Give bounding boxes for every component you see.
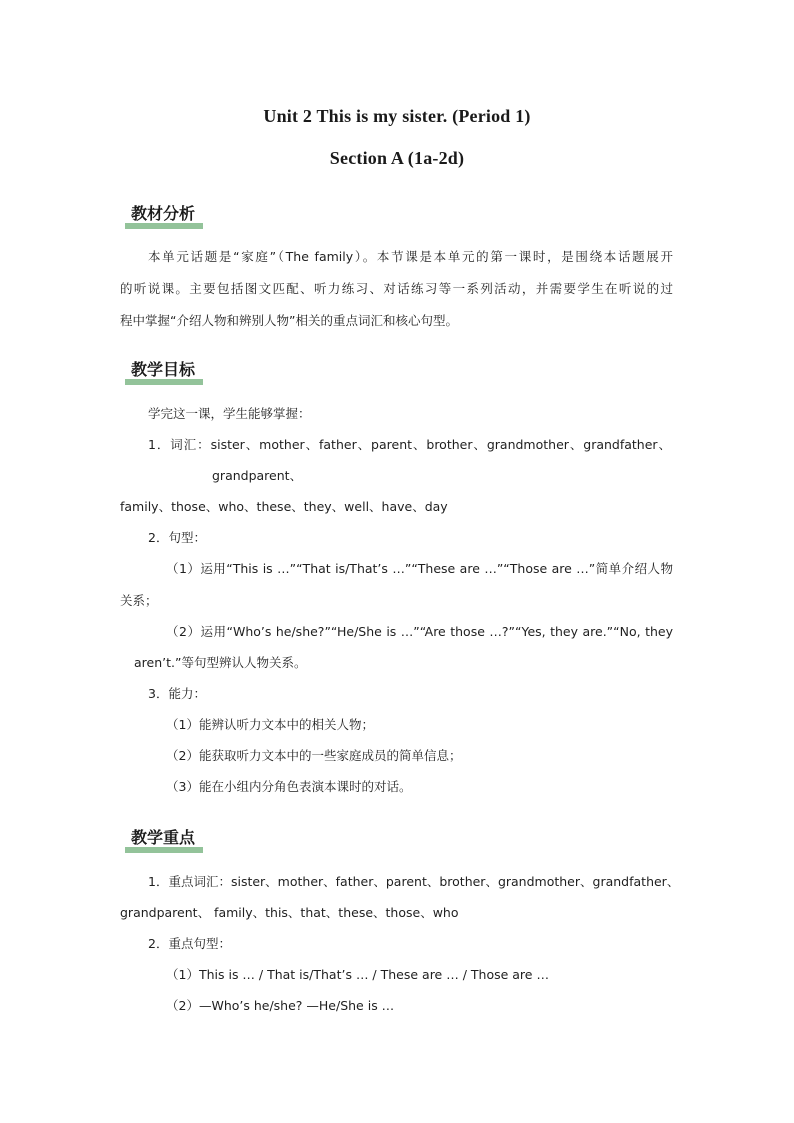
paragraph-line: 本单元话题是“家庭”（The family）。本节课是本单元的第一课时，是围绕本话题展开	[148, 249, 673, 264]
ability-title: 3．能力：	[148, 686, 206, 701]
document-title: Unit 2 This is my sister. (Period 1)	[263, 106, 531, 126]
key-sentence-title: 2．重点句型：	[148, 936, 231, 951]
objective-intro: 学完这一课，学生能够掌握：	[148, 406, 311, 421]
section-heading-teaching-objectives: 教学目标	[131, 360, 196, 379]
key-sentence-item: （2）—Who’s he/she? —He/She is …	[166, 998, 395, 1013]
sentence-item-continued: aren’t.”等句型辨认人物关系。	[134, 655, 307, 670]
vocab-line: 1．词汇：sister、mother、father、parent、brother、grandmother、grandfather、	[148, 437, 671, 452]
ability-item: （1）能辨认听力文本中的相关人物；	[166, 717, 374, 732]
ability-item: （3）能在小组内分角色表演本课时的对话。	[166, 779, 412, 794]
sentence-title: 2．句型：	[148, 530, 206, 545]
section-heading-teaching-focus: 教学重点	[131, 828, 196, 847]
vocab-line: family、those、who、these、they、well、have、day	[120, 499, 448, 514]
sentence-item: （1）运用“This is …”“That is/That’s …”“These are …”“Those are …”简单介绍人物	[166, 561, 673, 576]
key-vocab-line: 1．重点词汇：sister、mother、father、parent、brother、grandmother、grandfather、	[148, 874, 680, 889]
ability-item: （2）能获取听力文本中的一些家庭成员的简单信息；	[166, 748, 462, 763]
vocab-line: grandparent、	[212, 468, 303, 483]
section-heading-textbook-analysis: 教材分析	[131, 204, 196, 223]
paragraph-line: 程中掌握“介绍人物和辨别人物”相关的重点词汇和核心句型。	[120, 313, 458, 328]
paragraph-line: 的听说课。主要包括图文匹配、听力练习、对话练习等一系列活动，并需要学生在听说的过	[120, 281, 673, 296]
key-vocab-line: grandparent、 family、this、that、these、those、who	[120, 905, 459, 920]
sentence-item-continued: 关系；	[120, 593, 158, 608]
sentence-item: （2）运用“Who’s he/she?”“He/She is …”“Are those …?”“Yes, they are.”“No, they	[166, 624, 673, 639]
document-subtitle: Section A (1a-2d)	[329, 148, 465, 168]
key-sentence-item: （1）This is … / That is/That’s … / These are … / Those are …	[166, 967, 549, 982]
